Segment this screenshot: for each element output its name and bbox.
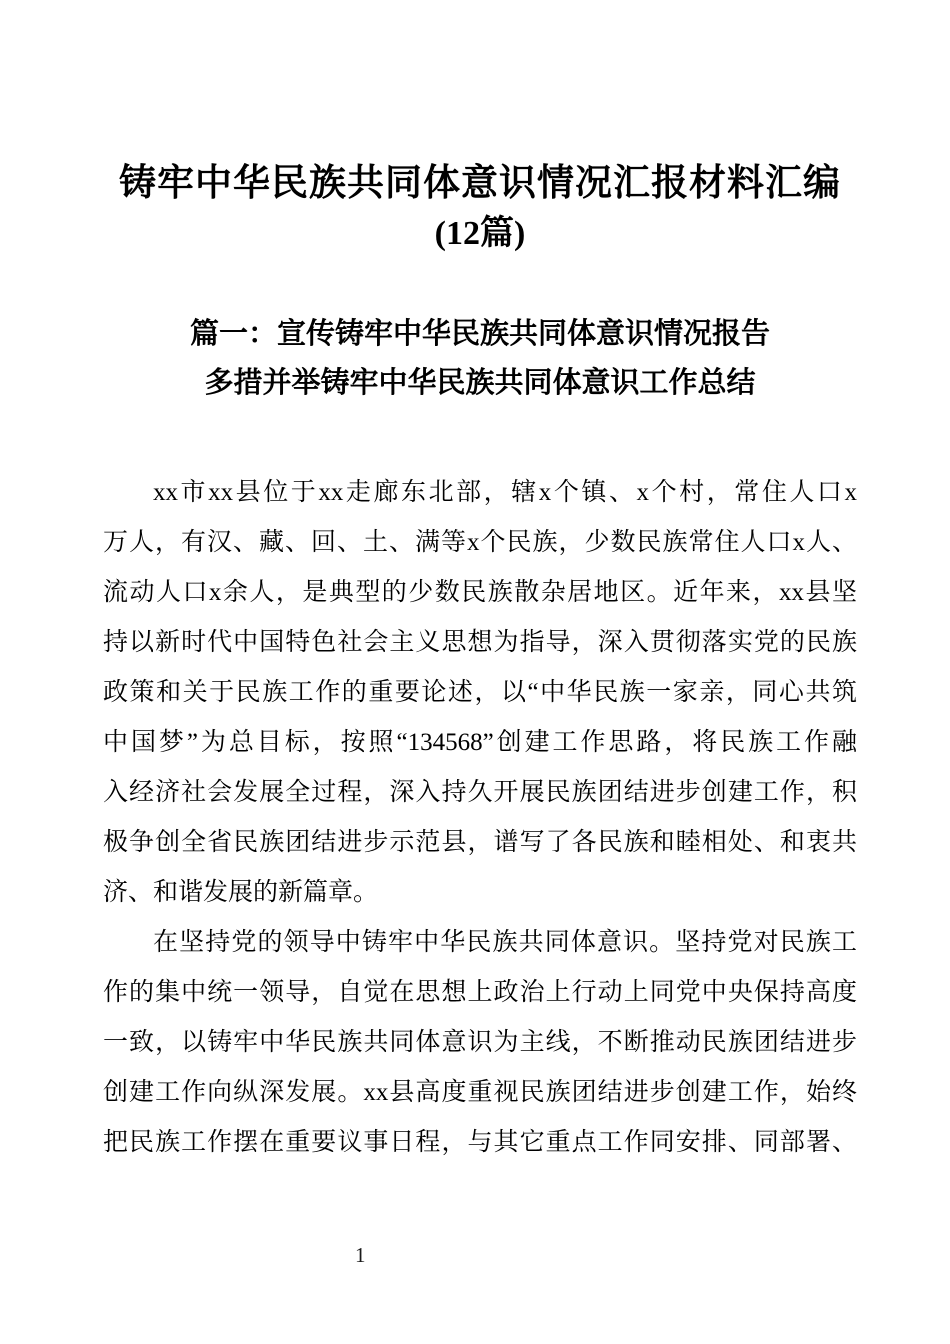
body-line: 流动人口x余人，是典型的少数民族散杂居地区。近年来，xx县坚 bbox=[103, 579, 857, 606]
document-title-line1: 铸牢中华民族共同体意识情况汇报材料汇编 bbox=[119, 163, 841, 204]
body-line: 一致，以铸牢中华民族共同体意识为主线，不断推动民族团结进步 bbox=[103, 1029, 857, 1056]
body-line: 中国梦”为总目标，按照“134568”创建工作思路，将民族工作融 bbox=[103, 729, 857, 756]
body-line: 政策和关于民族工作的重要论述，以“中华民族一家亲，同心共筑 bbox=[103, 679, 857, 706]
body-line: 在坚持党的领导中铸牢中华民族共同体意识。坚持党对民族工 bbox=[153, 929, 857, 956]
body-line: 创建工作向纵深发展。xx县高度重视民族团结进步创建工作，始终 bbox=[103, 1079, 857, 1106]
body-line: 把民族工作摆在重要议事日程，与其它重点工作同安排、同部署、 bbox=[103, 1129, 857, 1156]
section-heading-line1: 篇一：宣传铸牢中华民族共同体意识情况报告 bbox=[189, 318, 770, 350]
document-title-line2: (12篇) bbox=[434, 215, 526, 252]
page-number: 1 bbox=[355, 1243, 366, 1267]
body-line: 作的集中统一领导，自觉在思想上政治上行动上同党中央保持高度 bbox=[103, 979, 857, 1006]
body-line: 济、和谐发展的新篇章。 bbox=[103, 879, 379, 906]
body-line: 极争创全省民族团结进步示范县，谱写了各民族和睦相处、和衷共 bbox=[103, 829, 857, 856]
document-title bbox=[103, 0, 857, 253]
body-line: 万人，有汉、藏、回、土、满等x个民族，少数民族常住人口x人、 bbox=[103, 529, 857, 556]
body-line: 入经济社会发展全过程，深入持久开展民族团结进步创建工作，积 bbox=[103, 779, 857, 806]
body-line: 持以新时代中国特色社会主义思想为指导，深入贯彻落实党的民族 bbox=[103, 629, 857, 656]
section-heading bbox=[103, 310, 857, 408]
body-line: xx市xx县位于xx走廊东北部，辖x个镇、x个村，常住人口x bbox=[153, 479, 857, 506]
document-body bbox=[103, 468, 857, 1168]
section-heading-line2: 多措并举铸牢中华民族共同体意识工作总结 bbox=[204, 367, 756, 399]
